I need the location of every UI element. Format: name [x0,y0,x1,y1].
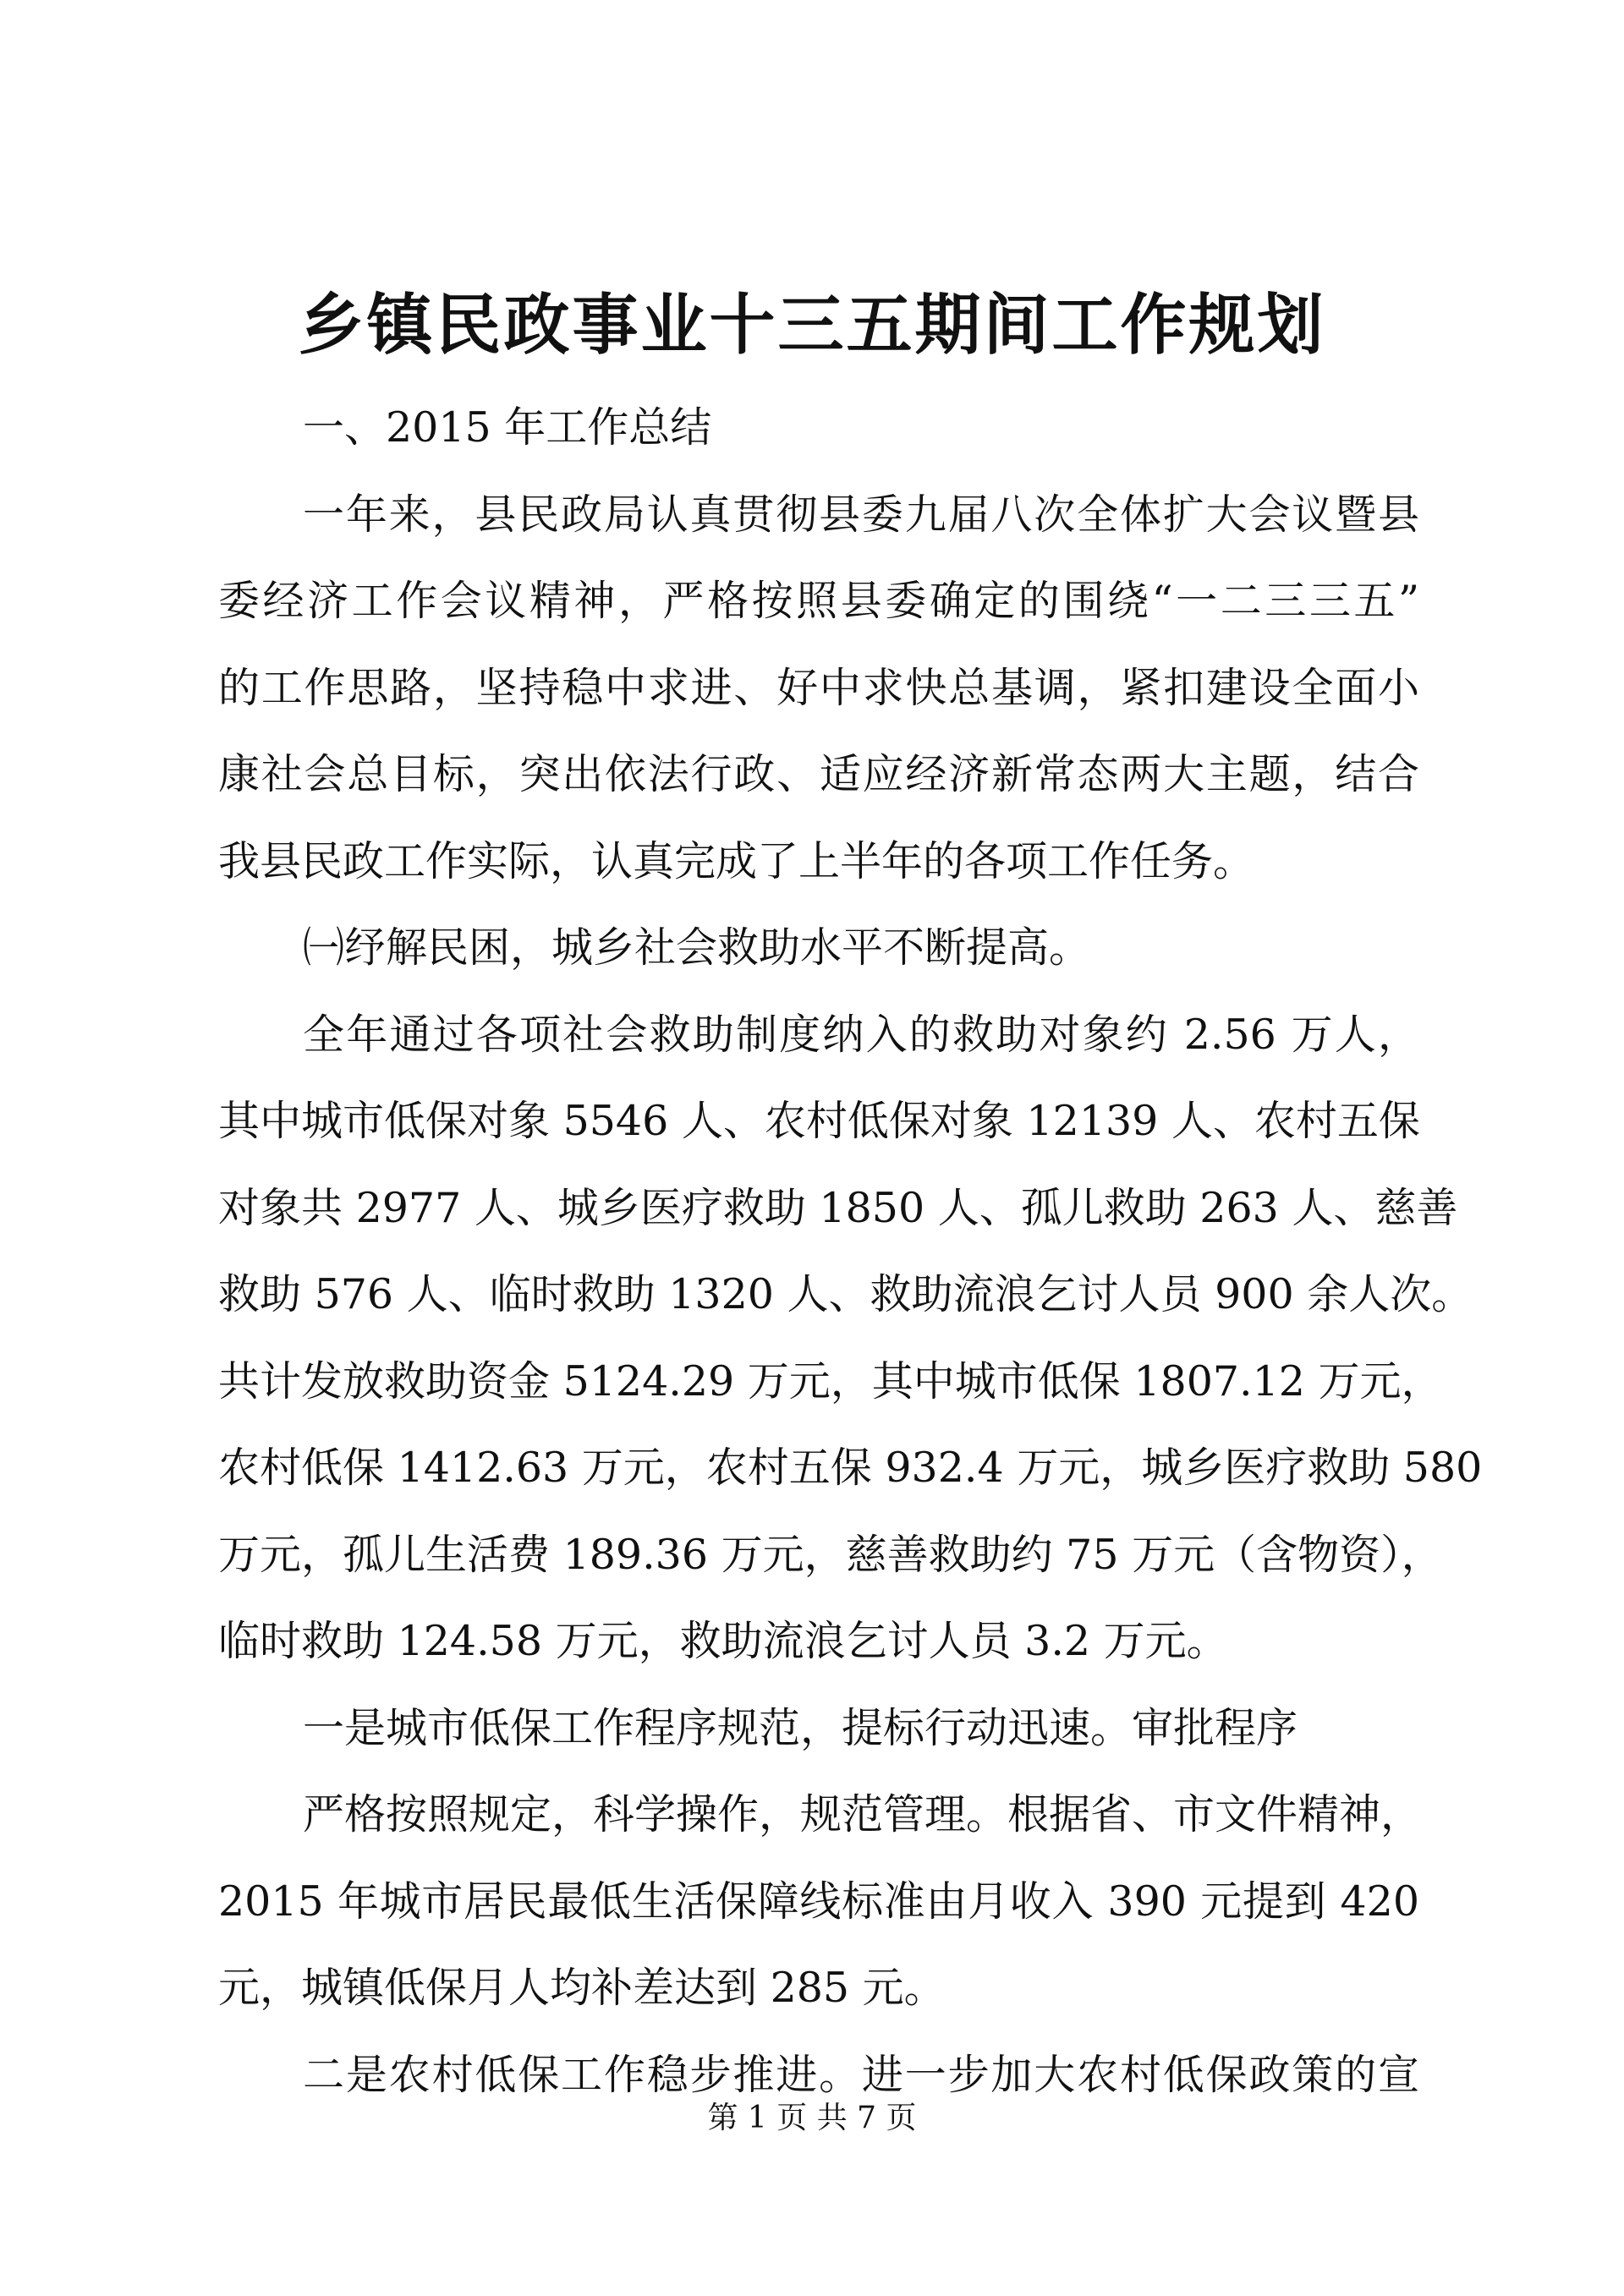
paragraph-line: 对象共 2977 人、城乡医疗救助 1850 人、孤儿救助 263 人、慈善 [218,1183,1458,1232]
paragraph-line: 全年通过各项社会救助制度纳入的救助对象约 2.56 万人， [303,1010,1419,1059]
paragraph-line: 二是农村低保工作稳步推进。进一步加大农村低保政策的宣 [303,2050,1419,2099]
subsection-heading: ㈠纾解民困，城乡社会救助水平不断提高。 [303,923,1091,972]
paragraph-line: 一是城市低保工作程序规范，提标行动迅速。审批程序 [303,1703,1298,1752]
paragraph-line: 农村低保 1412.63 万元，农村五保 932.4 万元，城乡医疗救助 580 [218,1444,1483,1492]
paragraph-line: 共计发放救助资金 5124.29 万元，其中城市低保 1807.12 万元， [218,1356,1443,1406]
paragraph-line: 元，城镇低保月人均补差达到 285 元。 [218,1964,946,2012]
paragraph-line: 救助 576 人、临时救助 1320 人、救助流浪乞讨人员 900 余人次。 [218,1270,1473,1318]
paragraph-line: 临时救助 124.58 万元，救助流浪乞讨人员 3.2 万元。 [218,1617,1228,1665]
paragraph-line: 康社会总目标，突出依法行政、适应经济新常态两大主题，结合 [218,750,1419,798]
paragraph-line: 委经济工作会议精神，严格按照县委确定的围绕“一二三三五” [218,577,1419,625]
document-title: 乡镇民政事业十三五期间工作规划 [298,287,1326,364]
section-heading: 一、2015 年工作总结 [303,403,712,452]
document-body [218,385,1483,2118]
paragraph-line: 2015 年城市居民最低生活保障线标准由月收入 390 元提到 420 [218,1877,1419,1926]
paragraph-line: 一年来，县民政局认真贯彻县委九届八次全体扩大会议暨县 [303,490,1419,539]
paragraph-line: 严格按照规定，科学操作，规范管理。根据省、市文件精神， [303,1790,1423,1838]
paragraph-line: 我县民政工作实际，认真完成了上半年的各项工作任务。 [218,836,1255,885]
paragraph-line: 万元，孤儿生活费 189.36 万元，慈善救助约 75 万元（含物资）， [218,1530,1443,1579]
paragraph-line: 的工作思路，坚持稳中求进、好中求快总基调，紧扣建设全面小 [218,663,1419,712]
page-number-footer: 第 1 页 共 7 页 [707,2101,917,2135]
paragraph-line: 其中城市低保对象 5546 人、农村低保对象 12139 人、农村五保 [218,1097,1420,1145]
